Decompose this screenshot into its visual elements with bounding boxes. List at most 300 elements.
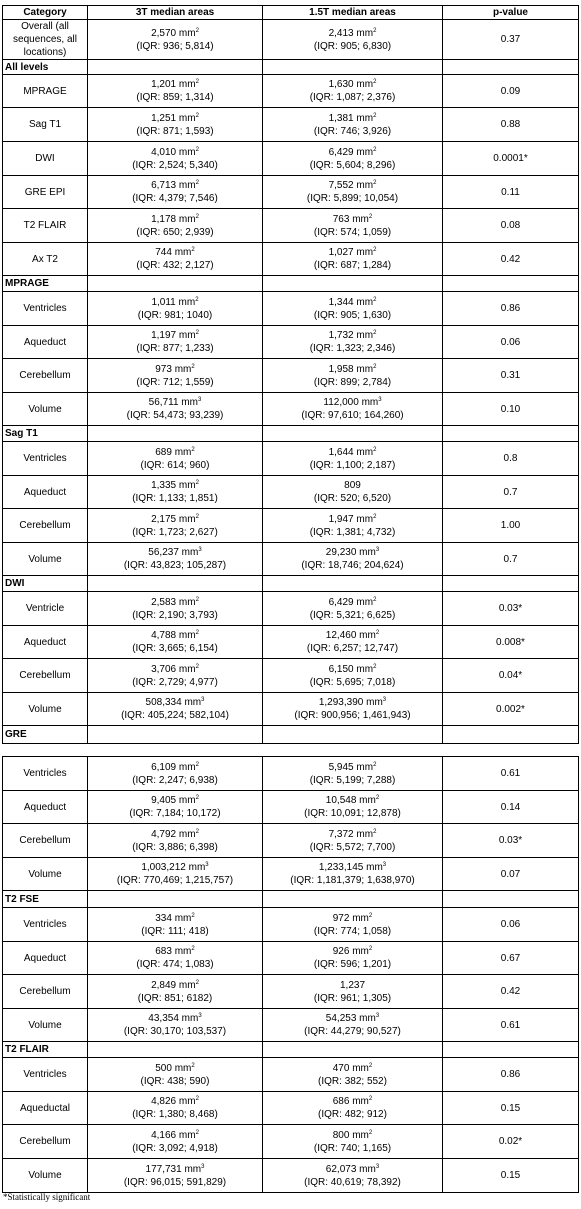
table-row [3,757,579,791]
value-15t-cell [263,543,443,576]
unit-exponent: 2 [191,446,195,453]
unit-exponent: 2 [373,513,377,520]
unit-exponent: 2 [195,1129,199,1136]
iqr-range: (IQR: 905; 1,630) [313,309,392,321]
value-15t-cell [263,292,443,326]
table-row [3,1009,579,1042]
value-3t-cell [88,791,263,824]
value-15t-cell [263,243,443,276]
iqr-range: (IQR: 1,380; 8,468) [132,1109,218,1120]
unit: mm [356,663,374,675]
iqr-range: (IQR: 687; 1,284) [313,260,392,271]
p-value-cell: 0.86 [443,1058,579,1092]
median-value-line [265,979,440,992]
value-15t-cell [263,393,443,426]
value-15t-cell [263,858,443,891]
median-value-line [265,596,440,609]
table-row [3,393,579,426]
unit-exponent: 2 [368,1062,373,1069]
median-value: 926 [332,946,350,957]
iqr-range: (IQR: 1,723; 2,627) [132,526,218,538]
median-value: 1,958 [328,363,354,375]
unit: mm [174,946,192,957]
iqr-range: (IQR: 851; 6182) [137,992,213,1004]
category-cell: Cerebellum [3,659,88,693]
empty-cell [88,1042,263,1058]
median-value: 177,731 [145,1163,182,1175]
unit: mm [178,180,196,191]
empty-cell [263,576,443,592]
iqr-range: (IQR: 899; 2,784) [313,376,392,388]
median-value: 973 [155,363,172,375]
unit: mm [178,761,196,773]
value-15t-cell [263,1058,443,1092]
section-label: DWI [3,576,88,592]
table-row [3,243,579,276]
unit: mm [356,828,374,840]
value-15t-cell [263,75,443,108]
median-value: 1,178 [151,213,177,225]
p-value-cell: 0.07 [443,858,579,891]
unit: mm [356,27,374,39]
value-15t-cell [263,659,443,693]
unit-exponent: 2 [373,828,377,835]
iqr-range: (IQR: 1,100; 2,187) [309,459,396,471]
value-3t-cell [88,693,263,726]
iqr-range: (IQR: 746; 3,926) [313,125,392,137]
table-row [3,858,579,891]
unit: mm [181,1013,199,1024]
empty-cell [443,426,579,442]
median-value-line [265,446,440,459]
unit: mm [356,513,374,525]
p-value-cell: 0.7 [443,543,579,576]
median-value-line [90,1095,260,1108]
median-value-line [265,912,440,925]
iqr-range: (IQR: 111; 418) [141,925,209,937]
iqr-range: (IQR: 5,572; 7,700) [309,841,396,853]
section-row [3,726,579,744]
median-value-line [90,396,260,409]
value-3t-cell [88,292,263,326]
unit: mm [352,1062,369,1074]
value-15t-cell [263,592,443,626]
value-15t-cell [263,1125,443,1159]
median-value-line [265,179,440,192]
iqr-range: (IQR: 5,199; 7,288) [309,774,396,786]
iqr-range: (IQR: 54,473; 93,239) [126,410,224,421]
value-3t-cell [88,1092,263,1125]
median-value: 2,570 [151,27,177,39]
value-3t-cell [88,757,263,791]
median-value: 809 [344,480,361,491]
unit: mm [178,330,196,341]
section-label: Sag T1 [3,426,88,442]
value-15t-cell [263,942,443,975]
median-value-line [90,912,260,925]
median-value-line [90,596,260,609]
section-label: GRE [3,726,88,744]
value-15t-cell [263,476,443,509]
iqr-range: (IQR: 4,379; 7,546) [132,193,218,204]
p-value-cell: 0.08 [443,209,579,243]
unit-exponent: 2 [191,912,195,919]
iqr-range: (IQR: 2,729; 4,977) [132,676,218,688]
median-value-line [265,1095,440,1108]
iqr-range: (IQR: 900,956; 1,461,943) [294,710,411,721]
iqr-range: (IQR: 614; 960) [140,459,210,471]
unit-exponent: 2 [375,795,380,801]
value-15t-cell [263,1009,443,1042]
table-row [3,592,579,626]
unit: mm [178,79,196,90]
value-3t-cell [88,243,263,276]
iqr-range: (IQR: 877; 1,233) [136,343,214,354]
median-value-line [90,479,260,492]
unit: mm [359,795,376,806]
value-15t-cell [263,142,443,176]
empty-cell [263,276,443,292]
header-3t-median: 3T median areas [88,6,263,20]
value-3t-cell [88,509,263,543]
value-15t-cell [263,1092,443,1125]
unit-exponent: 2 [195,112,199,119]
median-value-line [90,696,260,709]
iqr-range: (IQR: 432; 2,127) [136,260,214,271]
table-row [3,509,579,543]
unit-exponent: 2 [191,247,195,253]
median-value: 683 [155,946,172,957]
iqr-range: (IQR: 96,015; 591,829) [123,1176,227,1188]
category-cell: Volume [3,858,88,891]
unit-exponent: 2 [195,79,199,85]
unit: mm [178,630,196,641]
median-value: 2,175 [151,513,177,525]
iqr-range: (IQR: 44,279; 90,527) [304,1026,401,1037]
median-value-line [265,828,440,841]
median-value-line [90,1163,260,1176]
value-3t-cell [88,442,263,476]
empty-cell [88,426,263,442]
iqr-range: (IQR: 905; 6,830) [313,40,392,52]
unit: mm [178,480,196,491]
empty-cell [88,276,263,292]
median-value-line [265,112,440,125]
value-15t-cell [263,20,443,60]
median-value: 763 [332,213,350,225]
median-value-line [90,329,260,342]
unit: mm [184,697,202,708]
value-3t-cell [88,975,263,1009]
category-cell: GRE EPI [3,176,88,209]
median-value: 1,003,212 [141,862,186,873]
unit-exponent: 2 [195,513,199,520]
value-15t-cell [263,326,443,359]
iqr-range: (IQR: 1,087; 2,376) [309,92,396,103]
median-value-line [265,246,440,259]
p-value-cell: 0.0001* [443,142,579,176]
iqr-range: (IQR: 859; 1,314) [136,92,214,103]
category-cell: Aqueduct [3,326,88,359]
value-3t-cell [88,626,263,659]
value-3t-cell [88,942,263,975]
table-row [3,20,579,60]
header-row [3,6,579,20]
median-value: 1,630 [328,79,354,90]
table-row [3,1125,579,1159]
table-row [3,476,579,509]
unit: mm [356,112,374,124]
results-table-part-1 [2,5,579,744]
unit-exponent: 3 [205,862,209,868]
empty-cell [443,276,579,292]
median-value-line [265,513,440,526]
table-row [3,1058,579,1092]
empty-cell [443,726,579,744]
median-value: 500 [155,1062,172,1074]
empty-cell [88,891,263,908]
p-value-cell: 0.02* [443,1125,579,1159]
table-row [3,142,579,176]
empty-cell [88,576,263,592]
median-value: 972 [332,912,350,924]
empty-cell [88,60,263,75]
unit-exponent: 2 [368,1129,373,1136]
unit: mm [356,180,374,191]
empty-cell [88,726,263,744]
iqr-range: (IQR: 520; 6,520) [313,493,392,504]
unit: mm [174,446,192,458]
unit-exponent: 3 [201,697,205,703]
unit-exponent: 2 [195,180,199,186]
value-3t-cell [88,359,263,393]
unit-exponent: 3 [375,1163,380,1170]
median-value: 6,429 [328,146,354,158]
table-row [3,908,579,942]
unit-exponent: 2 [195,480,199,486]
median-value: 4,788 [151,630,177,641]
p-value-cell: 0.42 [443,243,579,276]
value-15t-cell [263,509,443,543]
p-value-cell: 0.8 [443,442,579,476]
unit-exponent: 2 [368,912,373,919]
median-value: 56,711 [148,397,179,408]
category-cell: T2 FLAIR [3,209,88,243]
median-value-line [90,794,260,807]
iqr-range: (IQR: 30,170; 103,537) [123,1026,227,1037]
median-value: 744 [155,247,172,258]
unit-exponent: 2 [195,828,199,835]
unit: mm [181,397,198,408]
median-value-line [90,27,260,40]
median-value: 1,644 [328,446,354,458]
unit: mm [174,363,192,375]
unit: mm [366,697,383,708]
median-value: 1,251 [151,112,177,124]
p-value-cell: 0.86 [443,292,579,326]
value-15t-cell [263,359,443,393]
median-value: 5,945 [328,761,354,773]
median-value: 6,713 [151,180,177,191]
median-value-line [90,546,260,559]
median-value: 4,010 [151,146,177,158]
iqr-range: (IQR: 482; 912) [318,1109,387,1120]
median-value: 56,237 [148,547,179,558]
value-15t-cell [263,1159,443,1193]
unit: mm [359,630,376,641]
value-3t-cell [88,1009,263,1042]
value-3t-cell [88,20,263,60]
p-value-cell: 0.03* [443,592,579,626]
median-value-line [90,179,260,192]
unit-exponent: 2 [373,180,377,186]
unit-exponent: 2 [373,27,377,34]
category-cell: Volume [3,543,88,576]
unit-exponent: 2 [195,761,199,768]
table-row [3,209,579,243]
unit: mm [178,795,196,806]
median-value-line [90,663,260,676]
iqr-range: (IQR: 40,619; 78,392) [304,1176,401,1188]
category-cell: Aqueduct [3,476,88,509]
unit: mm [356,247,374,258]
p-value-cell: 0.06 [443,908,579,942]
unit: mm [356,296,374,308]
table-row [3,791,579,824]
iqr-range: (IQR: 596; 1,201) [313,959,392,970]
unit-exponent: 3 [382,697,387,703]
median-value: 1,732 [328,330,354,341]
unit: mm [188,862,206,873]
unit-exponent: 2 [373,330,377,336]
unit: mm [352,912,369,924]
iqr-range: (IQR: 6,257; 12,747) [306,643,399,654]
iqr-range: (IQR: 574; 1,059) [313,226,392,238]
category-cell: Ventricles [3,908,88,942]
p-value-cell: 0.15 [443,1092,579,1125]
unit: mm [178,1129,196,1141]
median-value-line [90,1012,260,1025]
table-row [3,942,579,975]
section-row [3,426,579,442]
median-value-line [90,112,260,125]
unit-exponent: 2 [373,296,377,303]
unit: mm [356,363,374,375]
median-value-line [265,27,440,40]
median-value: 6,109 [151,761,177,773]
value-15t-cell [263,442,443,476]
unit-exponent: 3 [375,547,380,553]
p-value-cell: 0.88 [443,108,579,142]
table-row [3,326,579,359]
median-value-line [265,1062,440,1075]
unit-exponent: 2 [373,363,377,370]
iqr-range: (IQR: 43,823; 105,287) [123,560,227,571]
unit-exponent: 3 [198,1013,202,1019]
table-row [3,659,579,693]
value-3t-cell [88,476,263,509]
table-row [3,1092,579,1125]
median-value: 1,381 [328,112,354,124]
p-value-cell: 0.04* [443,659,579,693]
unit: mm [174,1062,192,1074]
unit-exponent: 2 [373,112,377,119]
median-value: 9,405 [151,795,177,806]
iqr-range: (IQR: 712; 1,559) [136,376,214,388]
unit-exponent: 3 [201,1163,205,1170]
unit-exponent: 2 [191,1062,195,1069]
value-15t-cell [263,757,443,791]
median-value-line [90,828,260,841]
unit: mm [359,1163,376,1175]
iqr-range: (IQR: 650; 2,939) [136,226,214,238]
unit-exponent: 2 [375,630,380,636]
value-15t-cell [263,626,443,659]
unit-exponent: 2 [195,213,199,220]
category-cell: Ventricles [3,757,88,791]
iqr-range: (IQR: 438; 590) [140,1075,210,1087]
median-value: 2,849 [151,979,177,991]
median-value: 7,372 [328,828,354,840]
category-cell: Volume [3,393,88,426]
category-cell: Ax T2 [3,243,88,276]
unit-exponent: 2 [191,946,195,952]
value-3t-cell [88,209,263,243]
unit: mm [359,1013,376,1024]
unit: mm [359,547,376,558]
unit: mm [366,862,383,873]
p-value-cell: 0.31 [443,359,579,393]
median-value: 1,201 [151,79,177,90]
iqr-range: (IQR: 5,695; 7,018) [309,676,396,688]
empty-cell [443,576,579,592]
iqr-range: (IQR: 871; 1,593) [136,125,214,137]
results-table-part-2 [2,756,579,1193]
iqr-range: (IQR: 5,604; 8,296) [309,159,396,171]
iqr-range: (IQR: 382; 552) [318,1075,387,1087]
unit: mm [184,1163,202,1175]
median-value-line [265,761,440,774]
iqr-range: (IQR: 2,247; 6,938) [132,774,218,786]
unit-exponent: 2 [373,663,377,670]
section-row [3,576,579,592]
p-value-cell: 0.10 [443,393,579,426]
value-3t-cell [88,326,263,359]
p-value-cell: 0.09 [443,75,579,108]
value-3t-cell [88,1159,263,1193]
unit-exponent: 2 [373,247,377,253]
unit-exponent: 2 [373,596,377,603]
iqr-range: (IQR: 740; 1,165) [313,1142,392,1154]
category-cell: Cerebellum [3,824,88,858]
median-value: 112,000 [323,397,359,408]
median-value-line [90,945,260,958]
median-value-line [90,213,260,226]
category-cell: Overall (all sequences, all locations) [3,20,88,60]
category-cell: Sag T1 [3,108,88,142]
median-value: 1,335 [151,480,177,491]
table-row [3,176,579,209]
unit: mm [356,446,374,458]
median-value: 1,197 [151,330,177,341]
iqr-range: (IQR: 1,381; 4,732) [309,526,396,538]
median-value-line [265,363,440,376]
category-cell: Ventricle [3,592,88,626]
value-3t-cell [88,824,263,858]
unit-exponent: 2 [195,596,199,603]
unit: mm [178,596,196,608]
unit-exponent: 2 [373,446,377,453]
